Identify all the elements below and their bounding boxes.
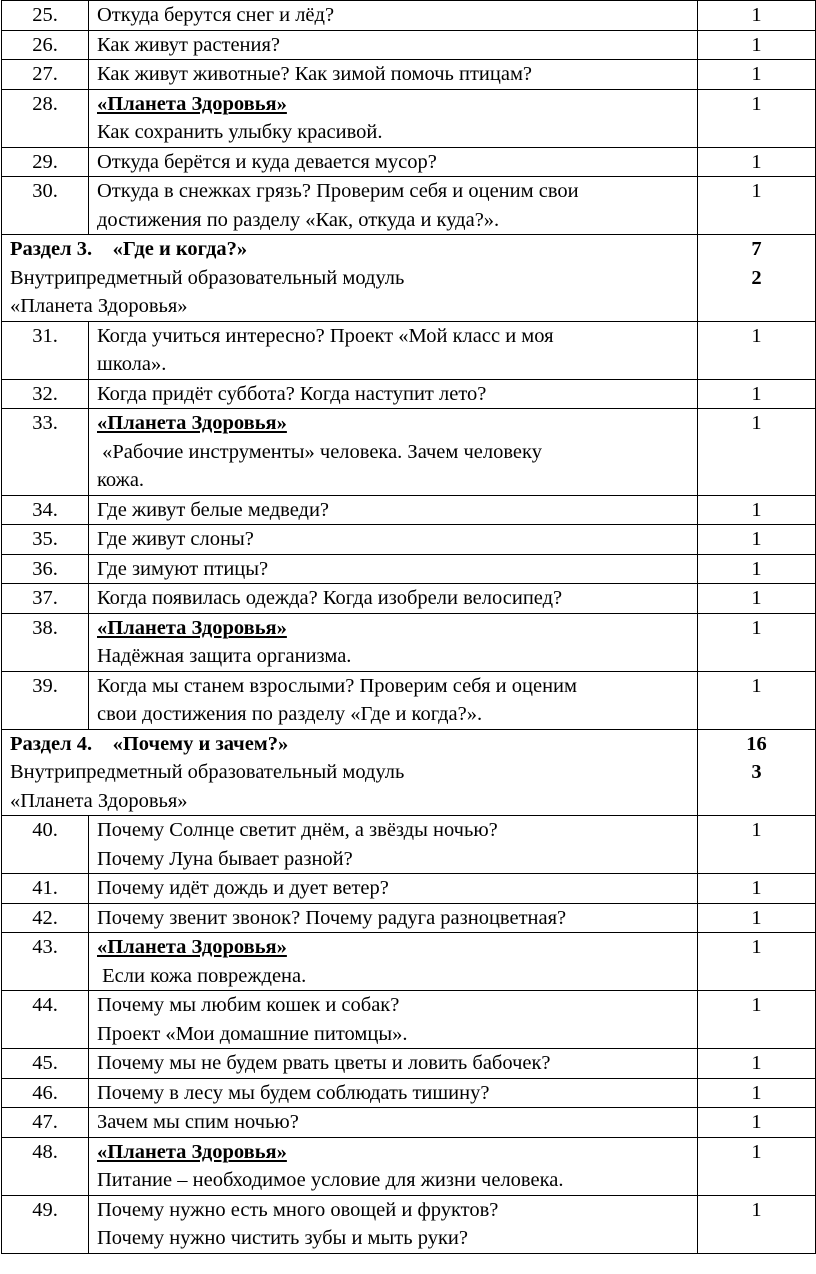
lesson-row	[2, 584, 816, 614]
lesson-title-line: Почему идёт дождь и дует ветер?	[97, 877, 389, 899]
lesson-number: 49.	[2, 1195, 89, 1253]
lesson-row	[2, 1, 816, 31]
lesson-row	[2, 554, 816, 584]
lesson-hours: 1	[698, 30, 816, 60]
lesson-row	[2, 525, 816, 555]
lesson-title-line: Почему мы любим кошек и собак?	[97, 994, 400, 1016]
lesson-title-line: Где живут слоны?	[97, 528, 254, 550]
lesson-title-cell	[89, 991, 698, 1049]
lesson-title-line: Зачем мы спим ночью?	[97, 1111, 299, 1133]
lesson-row	[2, 60, 816, 90]
lesson-title-line: достижения по разделу «Как, откуда и куда?».	[97, 208, 500, 231]
lesson-title-line: свои достижения по разделу «Где и когда?».	[97, 703, 483, 725]
lesson-row	[2, 409, 816, 496]
lesson-number: 28.	[2, 89, 89, 147]
lesson-number: 39.	[2, 671, 89, 729]
lesson-hours: 1	[698, 991, 816, 1049]
lesson-title-line: Надёжная защита организма.	[97, 645, 352, 667]
lesson-number: 42.	[2, 903, 89, 933]
lesson-row	[2, 321, 816, 379]
section-row	[2, 729, 816, 816]
lesson-plan-table	[1, 0, 816, 1254]
lesson-row	[2, 991, 816, 1049]
lesson-row	[2, 816, 816, 874]
lesson-number: 29.	[2, 147, 89, 177]
lesson-row	[2, 1137, 816, 1195]
lesson-plan-body	[2, 1, 816, 1254]
lesson-title-line: Откуда берётся и куда девается мусор?	[97, 150, 437, 173]
lesson-hours: 1	[698, 60, 816, 90]
lesson-title-cell	[89, 89, 698, 147]
lesson-row	[2, 1049, 816, 1079]
lesson-number: 44.	[2, 991, 89, 1049]
lesson-title-cell	[89, 816, 698, 874]
lesson-title-line: Питание – необходимое условие для жизни человека.	[97, 1169, 564, 1191]
lesson-row	[2, 613, 816, 671]
lesson-title-cell	[89, 60, 698, 90]
lesson-title-line: Почему мы не будем рвать цветы и ловить бабочек?	[97, 1052, 551, 1074]
lesson-title-cell	[89, 30, 698, 60]
lesson-title-line: Почему Солнце светит днём, а звёзды ночью?	[97, 819, 498, 841]
lesson-row	[2, 89, 816, 147]
lesson-number: 30.	[2, 177, 89, 235]
lesson-number: 48.	[2, 1137, 89, 1195]
lesson-row	[2, 30, 816, 60]
lesson-title-cell	[89, 409, 698, 496]
lesson-title-line: Где зимуют птицы?	[97, 557, 269, 580]
lesson-hours: 1	[698, 147, 816, 177]
lesson-title-cell	[89, 321, 698, 379]
lesson-title-line: «Рабочие инструменты» человека. Зачем человеку	[97, 440, 542, 463]
lesson-number: 25.	[2, 1, 89, 31]
section-hours-value: 2	[751, 266, 762, 289]
lesson-hours: 1	[698, 613, 816, 671]
lesson-row	[2, 1195, 816, 1253]
lesson-title-line: Откуда берутся снег и лёд?	[97, 4, 335, 26]
lesson-title-cell	[89, 1137, 698, 1195]
lesson-number: 41.	[2, 874, 89, 904]
lesson-row	[2, 379, 816, 409]
section-subtitle-line: «Планета Здоровья»	[10, 789, 188, 812]
section-subtitle-line: Внутрипредметный образовательный модуль	[10, 266, 405, 289]
lesson-hours: 1	[698, 177, 816, 235]
lesson-title-line: Откуда в снежках грязь? Проверим себя и оценим свои	[97, 180, 579, 202]
lesson-hours: 1	[698, 584, 816, 614]
lesson-title-line: Когда мы станем взрослыми? Проверим себя и оценим	[97, 674, 577, 697]
lesson-row	[2, 903, 816, 933]
section-hours-value: 16	[746, 732, 767, 755]
lesson-title-cell	[89, 147, 698, 177]
lesson-title-line: Когда появилась одежда? Когда изобрели велосипед?	[97, 587, 563, 609]
lesson-hours: 1	[698, 1078, 816, 1108]
lesson-hours: 1	[698, 525, 816, 555]
lesson-title-line: Как сохранить улыбку красивой.	[97, 121, 383, 143]
lesson-hours: 1	[698, 1, 816, 31]
lesson-number: 45.	[2, 1049, 89, 1079]
health-module-label: «Планета Здоровья»	[97, 936, 287, 958]
health-module-label: «Планета Здоровья»	[97, 92, 287, 115]
lesson-title-line: Почему нужно чистить зубы и мыть руки?	[97, 1227, 468, 1249]
lesson-number: 37.	[2, 584, 89, 614]
lesson-title-line: Почему звенит звонок? Почему радуга разноцветная?	[97, 906, 567, 929]
lesson-hours: 1	[698, 409, 816, 496]
section-subtitle-line: Внутрипредметный образовательный модуль	[10, 761, 405, 783]
lesson-number: 33.	[2, 409, 89, 496]
lesson-hours: 1	[698, 379, 816, 409]
lesson-hours: 1	[698, 1195, 816, 1253]
lesson-row	[2, 1108, 816, 1138]
lesson-hours: 1	[698, 903, 816, 933]
lesson-title-cell	[89, 1078, 698, 1108]
lesson-row	[2, 147, 816, 177]
lesson-title-line: Где живут белые медведи?	[97, 498, 330, 521]
lesson-number: 46.	[2, 1078, 89, 1108]
lesson-hours: 1	[698, 321, 816, 379]
lesson-title-line: Почему нужно есть много овощей и фруктов?	[97, 1198, 499, 1221]
lesson-row	[2, 933, 816, 991]
lesson-title-line: Если кожа повреждена.	[97, 964, 307, 987]
lesson-number: 26.	[2, 30, 89, 60]
lesson-hours: 1	[698, 1137, 816, 1195]
lesson-title-cell	[89, 933, 698, 991]
lesson-title-line: Почему Луна бывает разной?	[97, 847, 353, 870]
lesson-number: 31.	[2, 321, 89, 379]
lesson-title-cell	[89, 177, 698, 235]
lesson-hours: 1	[698, 816, 816, 874]
section-hours-cell	[698, 729, 816, 816]
lesson-row	[2, 177, 816, 235]
lesson-title-line: Когда придёт суббота? Когда наступит лето?	[97, 382, 487, 405]
lesson-number: 47.	[2, 1108, 89, 1138]
lesson-number: 40.	[2, 816, 89, 874]
section-title-cell	[2, 235, 698, 322]
section-heading: Раздел 3. «Где и когда?»	[10, 238, 248, 260]
section-hours-cell	[698, 235, 816, 322]
lesson-title-cell	[89, 874, 698, 904]
lesson-title-line: Как живут растения?	[97, 33, 281, 56]
lesson-hours: 1	[698, 554, 816, 584]
lesson-title-cell	[89, 1108, 698, 1138]
lesson-title-line: кожа.	[97, 469, 145, 491]
lesson-number: 36.	[2, 554, 89, 584]
lesson-title-cell	[89, 1, 698, 31]
health-module-label: «Планета Здоровья»	[97, 1140, 287, 1163]
lesson-number: 43.	[2, 933, 89, 991]
lesson-hours: 1	[698, 1108, 816, 1138]
lesson-title-line: Как живут животные? Как зимой помочь птицам?	[97, 63, 533, 85]
lesson-number: 35.	[2, 525, 89, 555]
lesson-title-cell	[89, 671, 698, 729]
lesson-title-line: Почему в лесу мы будем соблюдать тишину?	[97, 1081, 490, 1104]
lesson-title-cell	[89, 584, 698, 614]
lesson-title-cell	[89, 613, 698, 671]
section-subtitle-line: «Планета Здоровья»	[10, 295, 188, 317]
lesson-hours: 1	[698, 1049, 816, 1079]
section-title-cell	[2, 729, 698, 816]
lesson-title-cell	[89, 1195, 698, 1253]
health-module-label: «Планета Здоровья»	[97, 616, 287, 639]
lesson-number: 27.	[2, 60, 89, 90]
lesson-title-cell	[89, 525, 698, 555]
lesson-title-line: Проект «Мои домашние питомцы».	[97, 1022, 408, 1045]
lesson-number: 38.	[2, 613, 89, 671]
lesson-title-cell	[89, 1049, 698, 1079]
lesson-number: 32.	[2, 379, 89, 409]
section-hours-value: 7	[751, 238, 762, 260]
lesson-hours: 1	[698, 495, 816, 525]
lesson-number: 34.	[2, 495, 89, 525]
lesson-hours: 1	[698, 874, 816, 904]
lesson-row	[2, 671, 816, 729]
section-heading: Раздел 4. «Почему и зачем?»	[10, 732, 289, 755]
lesson-title-cell	[89, 903, 698, 933]
section-hours-value: 3	[751, 761, 762, 783]
lesson-row	[2, 1078, 816, 1108]
lesson-title-line: Когда учиться интересно? Проект «Мой класс и моя	[97, 324, 554, 347]
lesson-title-cell	[89, 495, 698, 525]
lesson-title-cell	[89, 379, 698, 409]
lesson-hours: 1	[698, 671, 816, 729]
lesson-title-cell	[89, 554, 698, 584]
health-module-label: «Планета Здоровья»	[97, 412, 287, 434]
section-row	[2, 235, 816, 322]
lesson-row	[2, 495, 816, 525]
lesson-hours: 1	[698, 89, 816, 147]
lesson-hours: 1	[698, 933, 816, 991]
lesson-title-line: школа».	[97, 353, 167, 375]
lesson-row	[2, 874, 816, 904]
